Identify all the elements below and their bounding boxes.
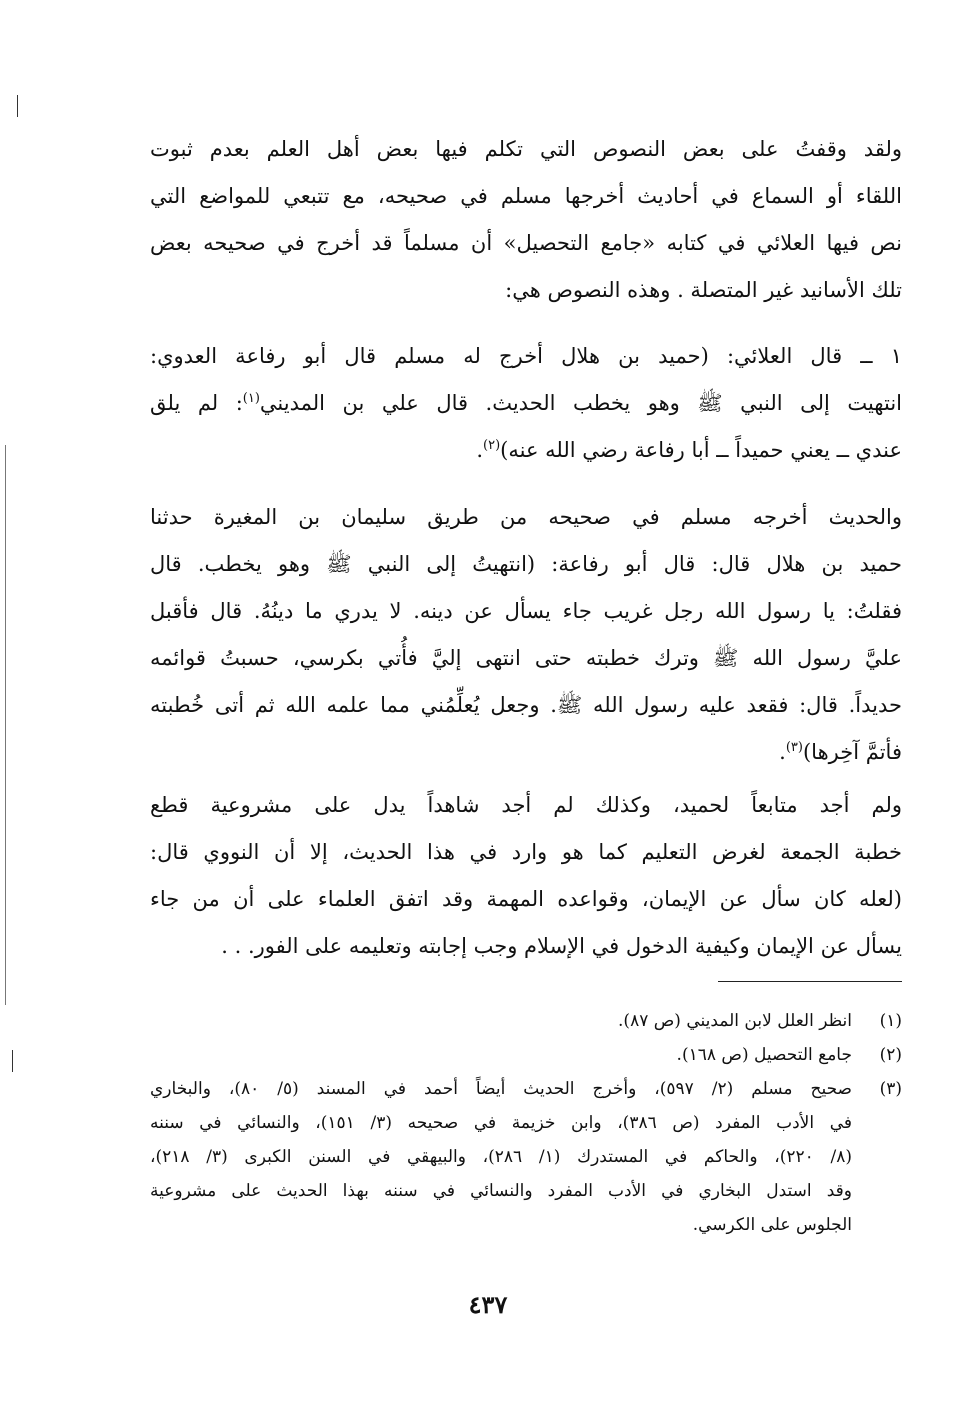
text-line: والحديث أخرجه مسلم في صحيحه من طريق سليمان بن المغيرة حدثنا <box>150 505 902 529</box>
text-segment: فأتمَّ آخِرها) <box>802 740 902 764</box>
footnote-text <box>150 1038 852 1072</box>
footnote-ref: (٣) <box>785 740 803 755</box>
scan-edge-mark <box>5 445 6 1005</box>
footnote-1 <box>150 1004 902 1038</box>
scan-edge-mark <box>12 1050 13 1072</box>
footnote-ref: (١) <box>242 391 260 406</box>
text-line: (لعله كان سأل عن الإيمان، وقواعده المهمة وقد اتفق العلماء على أن من جاء <box>150 887 902 911</box>
text-line: نص فيها العلائي في كتابه «جامع التحصيل» أن مسلماً قد أخرج في صحيحه بعض <box>150 231 902 255</box>
text-line: ١ ــ قال العلائي: (حميد بن هلال أخرج له مسلم قال أبو رفاعة العدوي: <box>150 344 902 368</box>
text-line <box>150 729 902 776</box>
text-segment: عندي ــ يعني حميداً ــ أبا رفاعة رضي الله عنه) <box>500 438 902 462</box>
footnote-line: (٨/ ٢٢٠)، والحاكم في المستدرك (١/ ٢٨٦)، والبيهقي في السنن الكبرى (٣/ ٢١٨)، <box>150 1147 853 1167</box>
text-line: خطبة الجمعة لغرض التعليم كما هو وارد في هذا الحديث، إلا أن النووي قال: <box>150 840 902 864</box>
footnote-line: الجلوس على الكرسي. <box>692 1215 852 1235</box>
footnote-text <box>150 1072 852 1242</box>
footnote-number: (١) <box>879 1011 902 1031</box>
footnote-line: جامع التحصيل (ص ١٦٨). <box>676 1045 852 1065</box>
paragraph-item-1 <box>150 333 902 474</box>
text-line: تلك الأسانيد غير المتصلة . وهذه النصوص هي: <box>505 278 902 302</box>
text-line: ولقد وقفتُ على بعض النصوص التي تكلم فيها بعض أهل العلم بعدم ثبوت <box>150 137 902 161</box>
footnote-3 <box>150 1072 902 1242</box>
text-line: يسأل عن الإيمان وكيفية الدخول في الإسلام وجب إجابته وتعليمه على الفور. . . <box>221 934 902 958</box>
paragraph-intro <box>150 126 902 314</box>
footnote-line: انظر العلل لابن المديني (ص ٨٧). <box>618 1011 852 1031</box>
text-line <box>150 380 902 427</box>
text-line: حميد بن هلال قال: قال أبو رفاعة: (انتهيتُ إلى النبي ﷺ وهو يخطب. قال <box>150 552 902 576</box>
text-segment: . <box>779 740 786 764</box>
footnote-ref: (٢) <box>483 438 501 453</box>
page-number: ٤٣٧ <box>468 1290 508 1319</box>
text-line: فقلتُ: يا رسول الله رجل غريب جاء يسأل عن دينه. لا يدري ما دينُهُ. قال فأقبل <box>150 599 902 623</box>
text-line: اللقاء أو السماع في أحاديث أخرجها مسلم في صحيحه، مع تتبعي للمواضع التي <box>150 184 902 208</box>
text-segment: : لم يلق <box>150 391 243 415</box>
text-line <box>150 427 902 474</box>
scan-edge-mark <box>17 95 18 117</box>
text-line: ولم أجد متابعاً لحميد، وكذلك لم أجد شاهداً يدل على مشروعية قطع <box>150 793 902 817</box>
footnote-number: (٢) <box>879 1045 902 1065</box>
footnote-text <box>150 1004 852 1038</box>
text-line: حديداً. قال: فقعد عليه رسول الله ﷺ. وجعل يُعلِّمُني مما علمه الله ثم أتى خُطبته <box>150 693 902 717</box>
text-line: عليَّ رسول الله ﷺ وترك خطبته حتى انتهى إليَّ فأُتي بكرسي، حسبتُ قوائمه <box>150 646 902 670</box>
footnote-2 <box>150 1038 902 1072</box>
footnote-number: (٣) <box>879 1079 902 1099</box>
footnotes <box>150 1004 902 1242</box>
footnote-line: صحيح مسلم (٢/ ٥٩٧)، وأخرج الحديث أيضاً أحمد في المسند (٥/ ٨٠)، والبخاري <box>150 1079 852 1099</box>
text-segment: . <box>476 438 484 462</box>
footnote-line: في الأدب المفرد (ص ٣٨٦)، وابن خزيمة في صحيحه (٣/ ١٥١)، والنسائي في سننه <box>150 1113 852 1133</box>
footnote-line: وقد استدل البخاري في الأدب المفرد والنسائي في سننه بهذا الحديث على مشروعية <box>150 1181 852 1201</box>
paragraph-hadith <box>150 494 902 776</box>
paragraph-commentary <box>150 782 902 970</box>
text-segment: انتهيت إلى النبي ﷺ وهو يخطب الحديث. قال علي بن المديني <box>259 391 902 415</box>
footnote-separator <box>718 981 902 982</box>
